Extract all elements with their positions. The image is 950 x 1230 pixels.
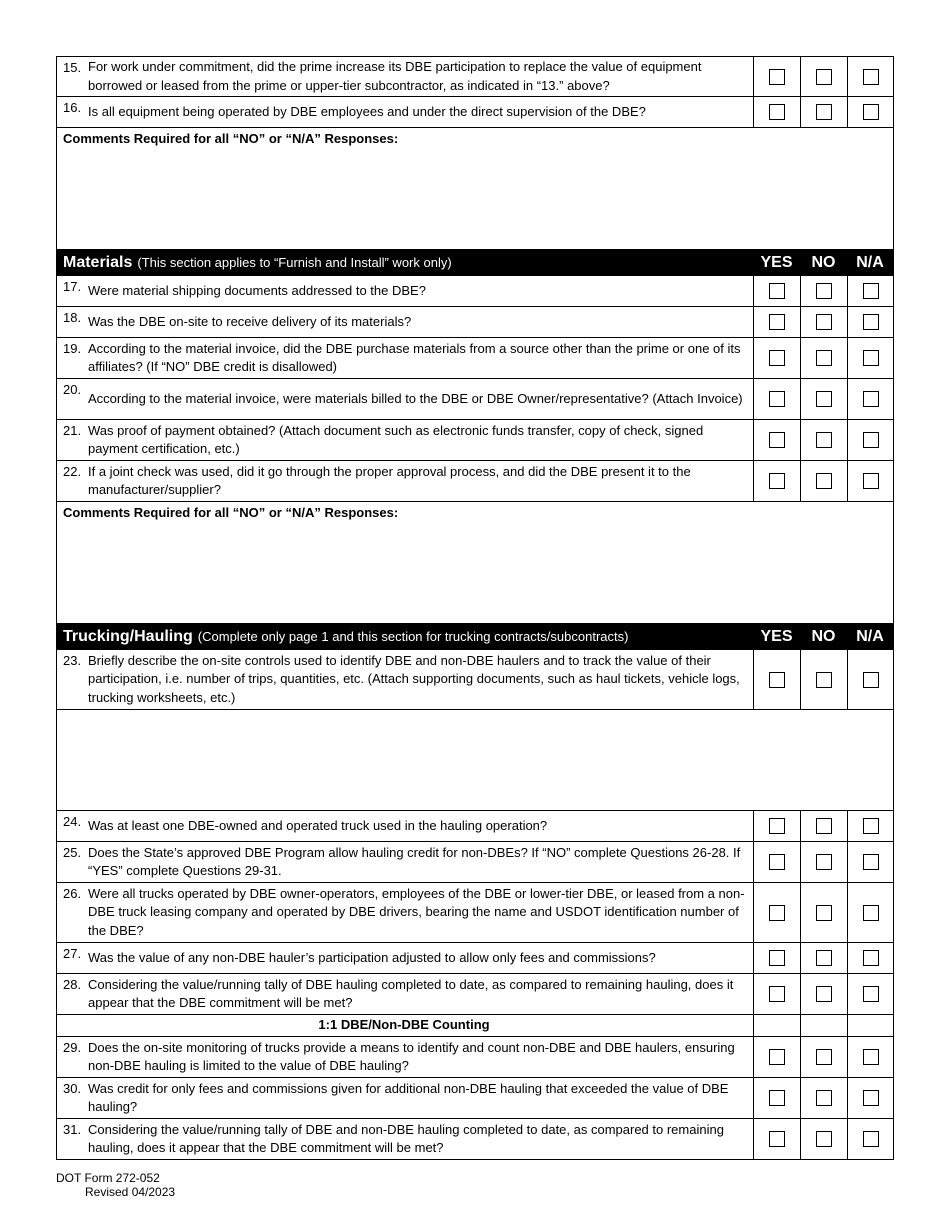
- no-cell: [800, 338, 847, 378]
- q28-yes-checkbox[interactable]: [769, 986, 785, 1002]
- na-cell: [847, 811, 893, 841]
- question-text: [57, 461, 753, 501]
- question-label: Considering the value/running tally of DBE and non-DBE hauling completed to date, as compared to remaining hauling, does it appear that the DBE commitment will be met?: [88, 1121, 724, 1155]
- question-text: [57, 883, 753, 942]
- question-text: [57, 276, 753, 306]
- q25-yes-checkbox[interactable]: [769, 854, 785, 870]
- na-cell: [847, 650, 893, 709]
- question-text: [57, 842, 753, 882]
- question-row-31: [56, 1119, 894, 1160]
- yes-cell: [753, 276, 800, 306]
- section-title: [57, 624, 753, 649]
- no-cell: [800, 943, 847, 973]
- na-cell: [847, 420, 893, 460]
- q22-na-checkbox[interactable]: [863, 473, 879, 489]
- q18-na-checkbox[interactable]: [863, 314, 879, 330]
- na-cell: [847, 461, 893, 501]
- na-cell: [847, 943, 893, 973]
- trucking-title: Trucking/Hauling: [63, 627, 193, 645]
- q26-na-checkbox[interactable]: [863, 905, 879, 921]
- revision-date: Revised 04/2023: [85, 1185, 176, 1199]
- question-label: Were all trucks operated by DBE owner-operators, employees of the DBE or lower-tier DBE, or leased from a non-DBE truck leasing company and operated by DBE drivers, bearing the name and USDOT identification number of the DBE?: [88, 885, 745, 938]
- question-label: Is all equipment being operated by DBE employees and under the direct supervision of the DBE?: [88, 103, 646, 119]
- q26-yes-checkbox[interactable]: [769, 905, 785, 921]
- question-label: Were material shipping documents addressed to the DBE?: [88, 282, 426, 298]
- q22-no-checkbox[interactable]: [816, 473, 832, 489]
- question-label: Was the value of any non-DBE hauler’s participation adjusted to allow only fees and commissions?: [88, 949, 656, 965]
- question-text: [57, 420, 753, 460]
- empty-cell: [753, 1015, 800, 1036]
- counting-subheading-row: [56, 1015, 894, 1037]
- empty-cell: [800, 1015, 847, 1036]
- na-cell: [847, 974, 893, 1014]
- question-number: 24.: [63, 814, 82, 829]
- question-label: According to the material invoice, were materials billed to the DBE or DBE Owner/representative? (Attach Invoice): [88, 390, 743, 406]
- question-text: [57, 57, 753, 96]
- question-number: 26.: [63, 886, 82, 901]
- na-cell: [847, 276, 893, 306]
- q17-na-checkbox[interactable]: [863, 283, 879, 299]
- q22-yes-checkbox[interactable]: [769, 473, 785, 489]
- q24-no-checkbox[interactable]: [816, 818, 832, 834]
- question-row-19: [56, 338, 894, 379]
- q26-no-checkbox[interactable]: [816, 905, 832, 921]
- q31-no-checkbox[interactable]: [816, 1131, 832, 1147]
- yes-cell: [753, 883, 800, 942]
- q20-yes-checkbox[interactable]: [769, 391, 785, 407]
- question-row-15: [56, 56, 894, 97]
- question-row-23: [56, 650, 894, 710]
- question-row-26: [56, 883, 894, 943]
- no-cell: [800, 461, 847, 501]
- trucking-section-header: [56, 624, 894, 650]
- q16-na-checkbox[interactable]: [863, 104, 879, 120]
- question-number: 18.: [63, 310, 82, 325]
- section-title: [57, 250, 753, 275]
- question-number: 22.: [63, 464, 82, 479]
- yes-cell: [753, 974, 800, 1014]
- question-text: [57, 338, 753, 378]
- q19-no-checkbox[interactable]: [816, 350, 832, 366]
- yes-cell: [753, 1119, 800, 1159]
- q27-no-checkbox[interactable]: [816, 950, 832, 966]
- no-cell: [800, 379, 847, 419]
- na-cell: [847, 97, 893, 127]
- q25-no-checkbox[interactable]: [816, 854, 832, 870]
- materials-section-header: [56, 250, 894, 276]
- question-text: [57, 650, 753, 709]
- q15-yes-checkbox[interactable]: [769, 69, 785, 85]
- q23-na-checkbox[interactable]: [863, 672, 879, 688]
- question-text: [57, 1037, 753, 1077]
- question-row-29: [56, 1037, 894, 1078]
- question-row-30: [56, 1078, 894, 1119]
- q16-no-checkbox[interactable]: [816, 104, 832, 120]
- trucking-subtitle: (Complete only page 1 and this section for trucking contracts/subcontracts): [197, 629, 629, 644]
- question-number: 17.: [63, 279, 82, 294]
- na-cell: [847, 1037, 893, 1077]
- no-cell: [800, 1119, 847, 1159]
- na-cell: [847, 379, 893, 419]
- yes-cell: [753, 1037, 800, 1077]
- question-number: 31.: [63, 1122, 82, 1137]
- question-label: Was proof of payment obtained? (Attach document such as electronic funds transfer, copy of check, signed payment certification, etc.): [88, 422, 704, 456]
- comments-label: Comments Required for all “NO” or “N/A” Responses:: [63, 131, 399, 146]
- materials-subtitle: (This section applies to “Furnish and Install” work only): [137, 255, 452, 270]
- q19-yes-checkbox[interactable]: [769, 350, 785, 366]
- no-cell: [800, 57, 847, 96]
- question-row-18: [56, 307, 894, 338]
- q24-yes-checkbox[interactable]: [769, 818, 785, 834]
- q28-na-checkbox[interactable]: [863, 986, 879, 1002]
- q17-yes-checkbox[interactable]: [769, 283, 785, 299]
- counting-heading: 1:1 DBE/Non-DBE Counting: [318, 1017, 490, 1033]
- question-label: Does the State’s approved DBE Program allow hauling credit for non-DBEs? If “NO” complete Questions 26-28. If “YES” complete Questions 29-31.: [88, 844, 741, 878]
- question-label: Was at least one DBE-owned and operated truck used in the hauling operation?: [88, 817, 548, 833]
- question-row-21: [56, 420, 894, 461]
- question-row-24: [56, 811, 894, 842]
- yes-cell: [753, 943, 800, 973]
- question-row-22: [56, 461, 894, 502]
- q23-no-checkbox[interactable]: [816, 672, 832, 688]
- question-label: For work under commitment, did the prime increase its DBE participation to replace the value of equipment borrowed or leased from the prime or upper-tier subcontractor, as indicated in “13.” above?: [88, 59, 702, 93]
- q29-yes-checkbox[interactable]: [769, 1049, 785, 1065]
- question-label: Was credit for only fees and commissions given for additional non-DBE hauling that exceeded the value of DBE hauling?: [88, 1080, 729, 1114]
- empty-cell: [847, 1015, 893, 1036]
- question-row-27: [56, 943, 894, 974]
- q16-yes-checkbox[interactable]: [769, 104, 785, 120]
- yes-cell: [753, 842, 800, 882]
- yes-cell: [753, 57, 800, 96]
- page-footer: [56, 1171, 175, 1199]
- no-cell: [800, 842, 847, 882]
- q27-na-checkbox[interactable]: [863, 950, 879, 966]
- question-label: If a joint check was used, did it go through the proper approval process, and did the DBE present it to the manufacturer/supplier?: [88, 463, 691, 497]
- na-column-header: N/A: [856, 627, 884, 645]
- question-number: 23.: [63, 653, 82, 668]
- q30-no-checkbox[interactable]: [816, 1090, 832, 1106]
- no-cell: [800, 420, 847, 460]
- question-number: 21.: [63, 423, 82, 438]
- dbe-review-form: [56, 56, 894, 1160]
- yes-cell: [753, 97, 800, 127]
- no-cell: [800, 974, 847, 1014]
- yes-cell: [753, 338, 800, 378]
- q15-no-checkbox[interactable]: [816, 69, 832, 85]
- question-number: 29.: [63, 1040, 82, 1055]
- q19-na-checkbox[interactable]: [863, 350, 879, 366]
- q20-no-checkbox[interactable]: [816, 391, 832, 407]
- q29-no-checkbox[interactable]: [816, 1049, 832, 1065]
- no-cell: [800, 650, 847, 709]
- question-number: 20.: [63, 382, 82, 397]
- question-text: [57, 307, 753, 337]
- question-number: 25.: [63, 845, 82, 860]
- q30-yes-checkbox[interactable]: [769, 1090, 785, 1106]
- yes-cell: [753, 420, 800, 460]
- na-cell: [847, 883, 893, 942]
- form-number: DOT Form 272-052: [56, 1171, 160, 1185]
- materials-title: Materials: [63, 253, 133, 271]
- no-cell: [800, 1078, 847, 1118]
- question-number: 19.: [63, 341, 82, 356]
- yes-cell: [753, 650, 800, 709]
- no-column-header: NO: [811, 627, 836, 645]
- na-cell: [847, 842, 893, 882]
- q24-na-checkbox[interactable]: [863, 818, 879, 834]
- question-text: [57, 97, 753, 127]
- question-number: 27.: [63, 946, 82, 961]
- question-label: Was the DBE on-site to receive delivery of its materials?: [88, 313, 412, 329]
- q21-na-checkbox[interactable]: [863, 432, 879, 448]
- yes-cell: [753, 379, 800, 419]
- q23-yes-checkbox[interactable]: [769, 672, 785, 688]
- q27-yes-checkbox[interactable]: [769, 950, 785, 966]
- yes-cell: [753, 1078, 800, 1118]
- no-cell: [800, 276, 847, 306]
- question-number: 30.: [63, 1081, 82, 1096]
- q21-no-checkbox[interactable]: [816, 432, 832, 448]
- q31-na-checkbox[interactable]: [863, 1131, 879, 1147]
- na-cell: [847, 338, 893, 378]
- question-label: According to the material invoice, did the DBE purchase materials from a source other than the prime or one of its affiliates? (If “NO” DBE credit is disallowed): [88, 340, 741, 374]
- q21-yes-checkbox[interactable]: [769, 432, 785, 448]
- question-text: [57, 974, 753, 1014]
- yes-column-header: YES: [760, 627, 793, 645]
- comments-label: Comments Required for all “NO” or “N/A” Responses:: [63, 505, 399, 520]
- no-cell: [800, 307, 847, 337]
- question-number: 15.: [63, 60, 82, 75]
- na-column-header: N/A: [856, 253, 884, 271]
- question-row-16: [56, 97, 894, 128]
- na-cell: [847, 307, 893, 337]
- question-number: 16.: [63, 100, 82, 115]
- q15-na-checkbox[interactable]: [863, 69, 879, 85]
- materials-comments-field[interactable]: [56, 502, 894, 624]
- no-column-header: NO: [811, 253, 836, 271]
- na-cell: [847, 1119, 893, 1159]
- q31-yes-checkbox[interactable]: [769, 1131, 785, 1147]
- q18-no-checkbox[interactable]: [816, 314, 832, 330]
- q23-description-field[interactable]: [56, 710, 894, 811]
- question-row-28: [56, 974, 894, 1015]
- no-cell: [800, 97, 847, 127]
- yes-cell: [753, 811, 800, 841]
- q29-na-checkbox[interactable]: [863, 1049, 879, 1065]
- q25-na-checkbox[interactable]: [863, 854, 879, 870]
- q30-na-checkbox[interactable]: [863, 1090, 879, 1106]
- no-cell: [800, 811, 847, 841]
- yes-column-header: YES: [760, 253, 793, 271]
- no-cell: [800, 883, 847, 942]
- question-text: [57, 943, 753, 973]
- q18-yes-checkbox[interactable]: [769, 314, 785, 330]
- question-number: 28.: [63, 977, 82, 992]
- question-text: [57, 1078, 753, 1118]
- yes-cell: [753, 461, 800, 501]
- question-row-17: [56, 276, 894, 307]
- na-cell: [847, 1078, 893, 1118]
- q17-no-checkbox[interactable]: [816, 283, 832, 299]
- question-text: [57, 811, 753, 841]
- question-text: [57, 1119, 753, 1159]
- q20-na-checkbox[interactable]: [863, 391, 879, 407]
- no-cell: [800, 1037, 847, 1077]
- question-label: Considering the value/running tally of DBE hauling completed to date, as compared to remaining hauling, does it appear that the DBE commitment will be met?: [88, 976, 734, 1010]
- yes-cell: [753, 307, 800, 337]
- question-label: Briefly describe the on-site controls used to identify DBE and non-DBE haulers and to track the value of their participation, i.e. number of trips, quantities, etc. (Attach supporting documents, such as haul tickets, vehicle logs, trucking worksheets, etc.): [88, 652, 740, 705]
- question-row-25: [56, 842, 894, 883]
- question-label: Does the on-site monitoring of trucks provide a means to identify and count non-DBE and DBE haulers, ensuring non-DBE hauling is limited to the value of DBE hauling?: [88, 1039, 735, 1073]
- equipment-comments-field[interactable]: [56, 128, 894, 250]
- q28-no-checkbox[interactable]: [816, 986, 832, 1002]
- question-row-20: [56, 379, 894, 420]
- na-cell: [847, 57, 893, 96]
- question-text: [57, 379, 753, 419]
